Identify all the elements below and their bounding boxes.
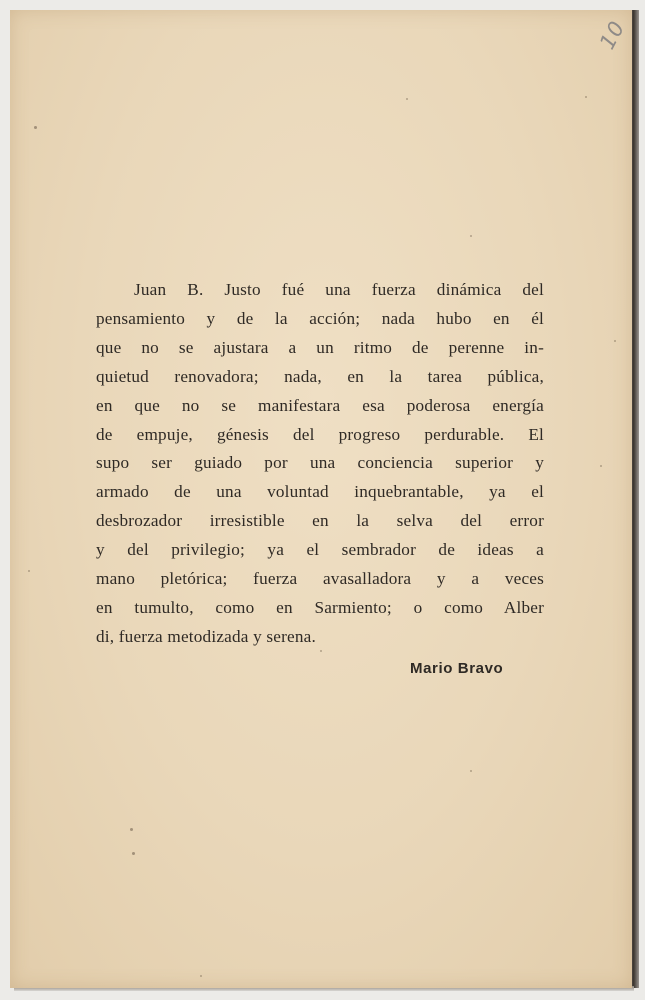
paper-speck xyxy=(200,975,202,977)
paper-speck xyxy=(614,340,616,342)
handwritten-page-number: 10 xyxy=(595,16,630,54)
paper-page xyxy=(10,10,632,988)
paragraph-line: pensamiento y de la acción; nada hubo en él xyxy=(96,308,544,328)
paragraph-line: que no se ajustara a un ritmo de perenne in- xyxy=(96,337,544,357)
paragraph-line: supo ser guiado por una conciencia superior y xyxy=(96,453,544,473)
paragraph-line: mano pletórica; fuerza avasalladora y a veces xyxy=(96,569,544,589)
paragraph-line: Juan B. Justo fué una fuerza dinámica del xyxy=(134,280,544,299)
paragraph-line: de empuje, génesis del progreso perdurable. El xyxy=(96,424,544,444)
paper-speck xyxy=(470,235,472,237)
paragraph-line: armado de una voluntad inquebrantable, ya el xyxy=(96,482,544,502)
paper-speck xyxy=(600,465,602,467)
paragraph-line: en que no se manifestara esa poderosa energía xyxy=(96,395,544,415)
paper-speck xyxy=(470,770,472,772)
paragraph-line: en tumulto, como en Sarmiento; o como Alber xyxy=(96,597,544,617)
paper-speck xyxy=(132,852,135,855)
paper-speck xyxy=(585,96,587,98)
paper-speck xyxy=(34,126,37,129)
paragraph-line: quietud renovadora; nada, en la tarea pública, xyxy=(96,366,544,386)
paper-speck xyxy=(28,570,30,572)
author-signature: Mario Bravo xyxy=(410,660,504,677)
paper-speck xyxy=(406,98,408,100)
paragraph-line: y del privilegio; ya el sembrador de ideas a xyxy=(96,540,544,560)
paragraph-line: di, fuerza metodizada y serena. xyxy=(96,626,316,646)
paper-speck xyxy=(130,828,133,831)
paragraph-line: desbrozador irresistible en la selva del error xyxy=(96,511,544,531)
quote-paragraph xyxy=(96,276,544,652)
